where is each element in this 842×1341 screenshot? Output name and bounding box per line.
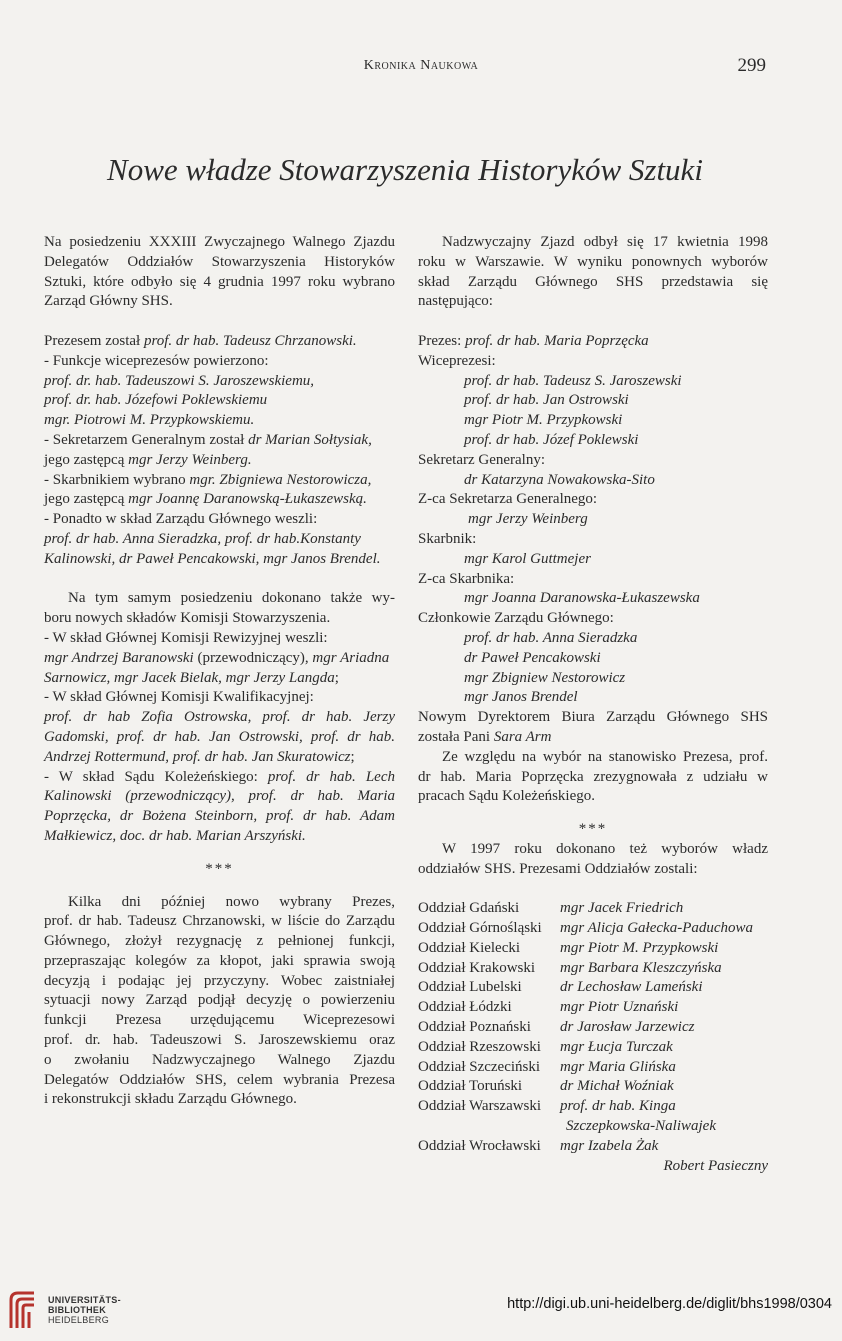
branch-president: mgr Maria Glińska — [560, 1058, 676, 1075]
table-row — [418, 1097, 768, 1117]
branch-name: Oddział Szczeciński — [418, 1058, 541, 1075]
branch-president: mgr Piotr M. Przypkowski — [560, 939, 719, 956]
deputy-secretary-label: Z-ca Sekretarza Generalnego: — [418, 491, 598, 508]
table-row — [418, 998, 768, 1018]
table-row — [418, 978, 768, 998]
member-name: mgr Zbigniew Nestorowicz — [464, 669, 626, 686]
member-name: prof. dr hab. Anna Sieradzka — [464, 629, 638, 646]
source-url[interactable]: http://digi.ub.uni-heidelberg.de/diglit/bhs1998/0304 — [507, 1296, 832, 1312]
director-name-line: została Pani Sara Arm — [418, 728, 552, 745]
audit-names: Sarnowicz, mgr Jacek Bielak, mgr Jerzy Langda; — [44, 669, 339, 686]
secretary-name: dr Katarzyna Nowakowska-Sito — [464, 471, 655, 488]
court-names: Poprzęcka, dr Bożena Steinborn, prof. dr hab. Adam — [44, 808, 395, 825]
member-name: dr Paweł Pencakowski — [464, 649, 601, 666]
vices-label: Wiceprezesi: — [418, 352, 496, 369]
vice-name: prof. dr hab. Jan Ostrowski — [464, 392, 629, 409]
table-row — [418, 1058, 768, 1078]
president-line: Prezes: prof. dr hab. Maria Poprzęcka — [418, 332, 649, 349]
commissions-text: boru nowych składów Komisji Stowarzyszenia. — [44, 610, 331, 627]
resignation-text: funkcji Prezesa urzędującemu Wiceprezesowi — [44, 1012, 395, 1029]
library-name: UNIVERSITÄTS- BIBLIOTHEK HEIDELBERG — [48, 1295, 121, 1325]
table-row — [418, 1018, 768, 1038]
resignation-text: o zwołaniu Nadzwyczajnego Walnego Zjazdu — [44, 1051, 395, 1068]
secretary-line: - Sekretarzem Generalnym został dr Marian Sołtysiak, — [44, 431, 372, 448]
table-row — [418, 899, 768, 919]
resignation-text: prof. dr. hab. Tadeuszowi S. Jaroszewskiemu oraz — [44, 1032, 395, 1049]
section-separator: *** — [578, 821, 608, 838]
member-name: mgr Janos Brendel — [464, 689, 578, 706]
section-separator: *** — [205, 860, 234, 877]
president-name: prof. dr hab. Tadeusz Chrzanowski. — [143, 332, 357, 349]
branch-president: mgr Jacek Friedrich — [560, 900, 684, 917]
secretary-label: Sekretarz Generalny: — [418, 451, 546, 468]
branch-presidents-table-end — [418, 1137, 768, 1157]
right-column — [418, 233, 768, 1176]
deputy-treasurer-name: mgr Joanna Daranowska-Łukaszewska — [464, 590, 700, 607]
members-label: Członkowie Zarządu Głównego: — [418, 610, 614, 627]
vice-name: prof. dr. hab. Józefowi Poklewskiemu — [44, 392, 268, 409]
branch-president: dr Lechosław Lameński — [560, 979, 703, 996]
branch-president: prof. dr hab. Kinga — [560, 1098, 676, 1115]
branch-name: Oddział Lubelski — [418, 979, 522, 996]
secretary-deputy-line: jego zastępcą mgr Jerzy Weinberg. — [44, 451, 252, 468]
resignation-text: i rekonstrukcji składu Zarządu Głównego. — [44, 1091, 297, 1108]
article-title: Nowe władze Stowarzyszenia Historyków Sztuki — [107, 152, 703, 187]
branch-name: Oddział Toruński — [418, 1078, 523, 1095]
table-row — [418, 1137, 768, 1157]
table-row — [418, 919, 768, 939]
left-column — [44, 233, 395, 1110]
audit-label: - W skład Głównej Komisji Rewizyjnej weszli: — [44, 629, 328, 646]
running-head: Kronika Naukowa — [363, 58, 479, 73]
branches-intro: W 1997 roku dokonano też wyborów władz — [442, 840, 768, 857]
withdrawal-text: pracach Sądu Koleżeńskiego. — [418, 788, 596, 805]
table-row — [418, 1038, 768, 1058]
treasurer-line: - Skarbnikiem wybrano mgr. Zbigniewa Nestorowicza, — [44, 471, 372, 488]
treasurer-deputy-line: jego zastępcą mgr Joannę Daranowską-Łukaszewską. — [44, 491, 367, 508]
treasurer-label: Skarbnik: — [418, 530, 477, 547]
vice-name: mgr Piotr M. Przypkowski — [464, 412, 623, 429]
branches-intro: oddziałów SHS. Prezesami Oddziałów zostali: — [418, 860, 698, 877]
resignation-text: Kilka dni później nowo wybrany Prezes, — [68, 893, 395, 910]
president-line: Prezesem został prof. dr hab. Tadeusz Chrzanowski. — [44, 332, 357, 349]
vice-name: prof. dr. hab. Tadeuszowi S. Jaroszewskiemu, — [44, 372, 315, 389]
board-names: Kalinowski, dr Paweł Pencakowski, mgr Janos Brendel. — [44, 550, 381, 567]
resignation-text: Delegatów Oddziałów SHS, celem wybrania Prezesa — [44, 1071, 395, 1088]
branch-name: Oddział Rzeszowski — [418, 1038, 541, 1055]
deputy-treasurer-label: Z-ca Skarbnika: — [418, 570, 515, 587]
intro-line: Nadzwyczajny Zjazd odbył się 17 kwietnia 1998 — [442, 234, 768, 250]
branch-name: Oddział Łódzki — [418, 999, 512, 1016]
vice-label: - Funkcje wiceprezesów powierzono: — [44, 352, 269, 369]
university-library-logo-icon — [8, 1290, 42, 1330]
qual-names: Gadomski, prof. dr hab. Jan Ostrowski, prof. dr hab. — [44, 728, 395, 745]
withdrawal-text: Ze względu na wybór na stanowisko Prezesa, prof. — [442, 748, 768, 765]
branch-president: mgr Łucja Turczak — [560, 1038, 673, 1055]
footer — [0, 1276, 842, 1341]
warsaw-president-continuation: Szczepkowska-Naliwajek — [566, 1118, 716, 1135]
court-names: Kalinowski (przewodniczący), prof. dr hab. Maria — [44, 788, 395, 805]
resignation-text: sytuacji nowy Zarząd podjął decyzję o powierzeniu — [44, 992, 395, 1009]
treasurer-name: mgr Karol Guttmejer — [464, 550, 591, 567]
branch-name: Oddział Górnośląski — [418, 920, 542, 937]
resignation-text: Głównego, złożył rezygnację z pełnionej funkcji, — [44, 933, 395, 950]
branch-name: Oddział Kielecki — [418, 939, 521, 956]
branch-president: dr Michał Woźniak — [560, 1078, 674, 1095]
president-name: prof. dr hab. Maria Poprzęcka — [465, 332, 649, 349]
table-row — [418, 1077, 768, 1097]
court-names: Małkiewicz, doc. dr hab. Marian Arszyński. — [44, 827, 306, 844]
commissions-text: Na tym samym posiedzeniu dokonano także wy- — [68, 590, 395, 607]
table-row — [418, 959, 768, 979]
branch-president: mgr Izabela Żak — [560, 1137, 659, 1154]
branch-president: mgr Barbara Kleszczyńska — [560, 959, 722, 976]
branch-name: Oddział Wrocławski — [418, 1137, 541, 1154]
qual-names: prof. dr hab Zofia Ostrowska, prof. dr hab. Jerzy — [44, 709, 395, 726]
qual-names: Andrzej Rottermund, prof. dr hab. Jan Skuratowicz; — [44, 748, 355, 765]
branch-president: mgr Piotr Uznański — [560, 999, 679, 1016]
branch-president: mgr Alicja Gałecka-Paduchowa — [560, 920, 754, 937]
branch-name: Oddział Gdański — [418, 900, 520, 917]
resignation-text: przepraszając kolegów za kłopot, jaki sprawia swoją — [44, 952, 395, 969]
deputy-secretary-name: mgr Jerzy Weinberg — [468, 511, 588, 528]
table-row — [418, 939, 768, 959]
resignation-text: prof. dr hab. Tadeusz Chrzanowski, w liście do Zarządu — [44, 913, 395, 930]
intro-line: Sztuki, które odbyło się 4 grudnia 1997 roku wybrano — [44, 273, 395, 290]
branch-president: dr Jarosław Jarzewicz — [560, 1019, 695, 1036]
branch-presidents-table — [418, 899, 768, 1117]
board-names: prof. dr hab. Anna Sieradzka, prof. dr hab.Konstanty — [44, 530, 361, 547]
intro-line: roku w Warszawie. W wyniku ponownych wyborów — [418, 253, 768, 270]
vice-name: prof. dr hab. Tadeusz S. Jaroszewski — [464, 372, 682, 389]
page-number: 299 — [737, 55, 766, 76]
branch-name: Oddział Warszawski — [418, 1098, 542, 1115]
vice-name: prof. dr hab. Józef Poklewski — [464, 431, 639, 448]
qual-label: - W skład Głównej Komisji Kwalifikacyjnej: — [44, 689, 314, 706]
intro-line: Zarząd Główny SHS. — [44, 293, 173, 310]
intro-line: następująco: — [418, 293, 493, 310]
author-signature: Robert Pasieczny — [663, 1157, 768, 1174]
resignation-text: decyzją i podając jej przyczyny. Wobec zaistniałej — [44, 972, 395, 989]
court-line: - W skład Sądu Koleżeńskiego: prof. dr hab. Lech — [44, 768, 395, 785]
audit-names: mgr Andrzej Baranowski (przewodniczący), mgr Ariadna — [44, 649, 390, 666]
branch-name: Oddział Poznański — [418, 1019, 531, 1036]
director-line: Nowym Dyrektorem Biura Zarządu Głównego SHS — [418, 709, 768, 726]
intro-line: skład Zarządu Głównego SHS przedstawia się — [418, 273, 768, 290]
board-label: - Ponadto w skład Zarządu Głównego weszli: — [44, 511, 318, 528]
intro-line: Na posiedzeniu XXXIII Zwyczajnego Walnego Zjazdu — [44, 234, 395, 250]
branch-name: Oddział Krakowski — [418, 959, 536, 976]
intro-line: Delegatów Oddziałów Stowarzyszenia Historyków — [44, 253, 395, 270]
vice-name: mgr. Piotrowi M. Przypkowskiemu. — [44, 412, 255, 429]
withdrawal-text: dr hab. Maria Poprzęcka zrezygnowała z udziału w — [418, 768, 768, 785]
